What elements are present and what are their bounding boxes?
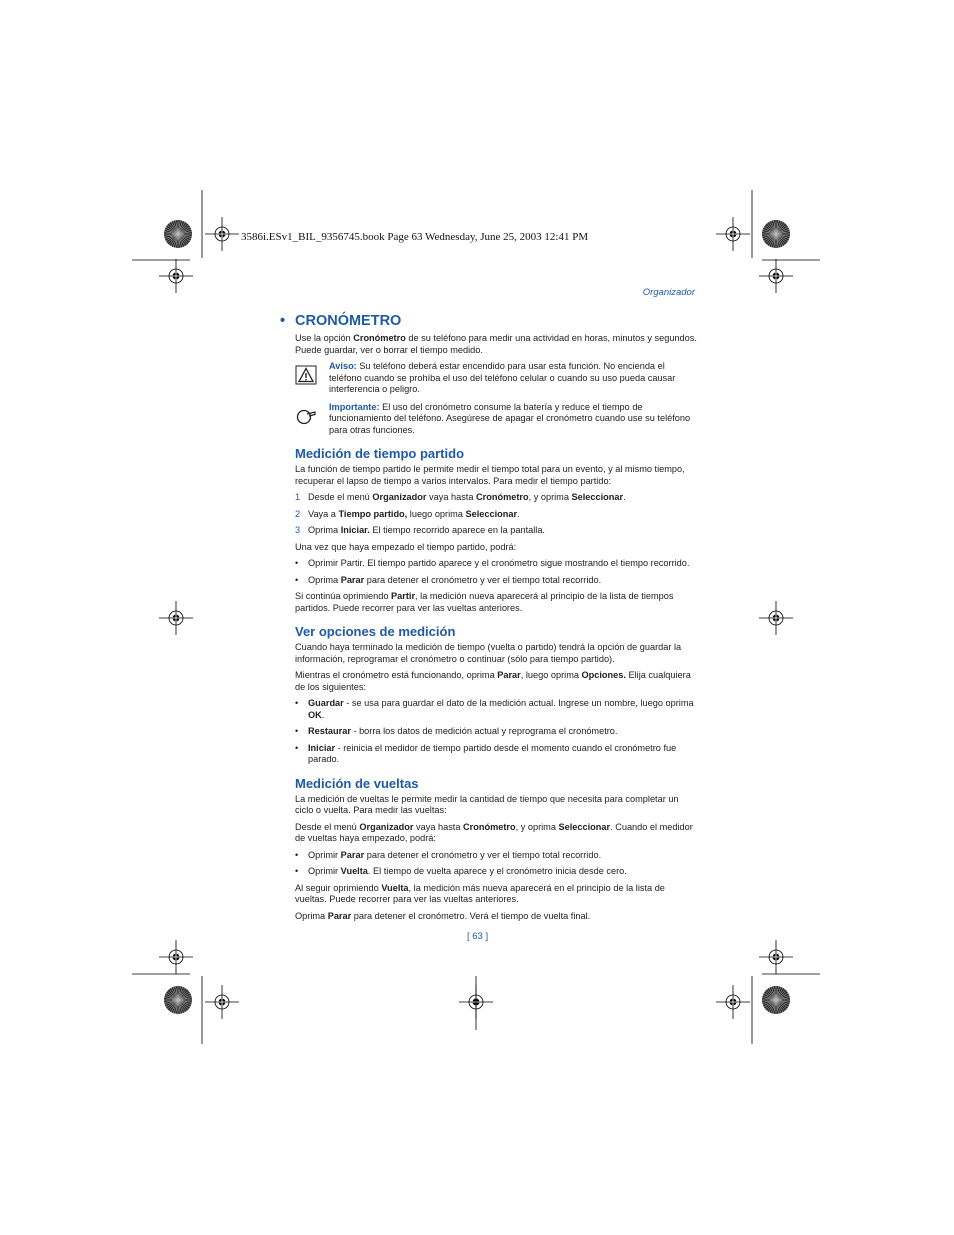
list-item: • Guardar - se usa para guardar el dato de la medición actual. Ingrese un nombre, luego oprima OK. xyxy=(295,698,697,721)
split-intro: La función de tiempo partido le permite medir el tiempo total para un evento, y al mismo tiempo, recuperar el lapso de tiempo a varios intervalos. Para medir el tiempo partido: xyxy=(295,464,685,486)
split-closing: Si continúa oprimiendo Partir, la medición nueva aparecerá al principio de la lista de tiempos partidos. Puede recorrer para ver las vueltas anteriores. xyxy=(295,591,674,613)
pointing-hand-icon xyxy=(295,402,323,437)
list-item: • Oprimir Parar para detener el cronómetro y ver el tiempo total recorrido. xyxy=(295,849,602,860)
split-after: Una vez que haya empezado el tiempo partido, podrá: xyxy=(295,541,517,552)
step-text: Desde el menú Organizador vaya hasta Cronómetro, y oprima Seleccionar. xyxy=(308,492,626,502)
bullet-text: Oprimir Parar para detener el cronómetro y ver el tiempo total recorrido. xyxy=(308,849,602,860)
laps-p3: Al seguir oprimiendo Vuelta, la medición más nueva aparecerá en el principio de la lista de vueltas. Puede recorrer para ver las vueltas anteriores. xyxy=(295,882,665,904)
warning-text: Su teléfono deberá estar encendido para usar esta función. No encienda el teléfono cuando se prohíba el uso del teléfono celular o cuando su uso pueda causar interferencia o peligro. xyxy=(329,361,676,394)
section-title-text: CRONÓMETRO xyxy=(295,313,402,329)
step-number: 3 xyxy=(295,525,301,535)
step-number: 2 xyxy=(295,508,301,519)
list-item xyxy=(295,492,697,504)
options-bullets xyxy=(295,698,697,766)
warning-note xyxy=(295,361,697,396)
running-head: Organizador xyxy=(642,287,695,298)
warning-label: Aviso: xyxy=(329,361,357,371)
laps-p4: Oprima Parar para detener el cronómetro. Verá el tiempo de vuelta final. xyxy=(295,910,591,921)
list-item: • Restaurar - borra los datos de medición actual y reprograma el cronómetro. xyxy=(295,726,618,736)
step-text: Vaya a Tiempo partido, luego oprima Seleccionar. xyxy=(308,508,520,519)
print-header: 3586i.ESv1_BIL_9356745.book Page 63 Wednesday, June 25, 2003 12:41 PM xyxy=(241,231,589,243)
important-note xyxy=(295,402,697,437)
split-bullets xyxy=(295,558,697,586)
section-intro: Use la opción Cronómetro de su teléfono para medir una actividad en horas, minutos y segundos. Puede guardar, ver o borrar el tiempo medido. xyxy=(295,333,697,355)
laps-bullets xyxy=(295,850,697,878)
list-item xyxy=(295,509,697,521)
page-number: [ 63 ] xyxy=(467,931,489,942)
options-title: Ver opciones de medición xyxy=(295,624,456,639)
step-number: 1 xyxy=(295,492,301,502)
list-item xyxy=(295,525,697,537)
important-label: Importante: xyxy=(329,401,380,412)
split-title: Medición de tiempo partido xyxy=(295,446,465,461)
warning-triangle-icon xyxy=(295,361,323,396)
bullet-text: Restaurar - borra los datos de medición actual y reprograma el cronómetro. xyxy=(308,726,618,736)
bullet-text: Iniciar - reinicia el medidor de tiempo partido desde el momento cuando el cronómetro fue parado. xyxy=(308,742,677,764)
bullet-text: Guardar - se usa para guardar el dato de la medición actual. Ingrese un nombre, luego oprima OK. xyxy=(308,698,694,720)
options-p2: Mientras el cronómetro está funcionando, oprima Parar, luego oprima Opciones. Elija cualquiera de los siguientes: xyxy=(295,670,691,692)
list-item: • Oprimir Vuelta. El tiempo de vuelta aparece y el cronómetro inicia desde cero. xyxy=(295,866,627,876)
section-bullet: • xyxy=(280,313,286,329)
bullet-text: Oprimir Partir. El tiempo partido aparece y el cronómetro sigue mostrando el tiempo recorrido. xyxy=(308,558,690,568)
important-text: El uso del cronómetro consume la batería y reduce el tiempo de funcionamiento del teléfono. Asegúrese de apagar el cronómetro cuando use su teléfono para otras funciones. xyxy=(329,401,691,435)
step-text: Oprima Iniciar. El tiempo recorrido aparece en la pantalla. xyxy=(308,525,545,535)
list-item: • Iniciar - reinicia el medidor de tiempo partido desde el momento cuando el cronómetro fue parado. xyxy=(295,743,697,766)
options-p1: Cuando haya terminado la medición de tiempo (vuelta o partido) tendrá la opción de guardar la información, reprogramar el cronómetro o continuar (sólo para tiempo partido). xyxy=(295,642,682,664)
page-content xyxy=(280,312,697,927)
list-item: • Oprimir Partir. El tiempo partido aparece y el cronómetro sigue mostrando el tiempo recorrido. xyxy=(295,558,690,568)
laps-p1: La medición de vueltas le permite medir la cantidad de tiempo que necesita para completar un ciclo o vuelta. Para medir las vueltas: xyxy=(295,793,679,815)
split-steps xyxy=(295,492,697,537)
bullet-text: Oprima Parar para detener el cronómetro y ver el tiempo total recorrido. xyxy=(308,574,602,585)
laps-p2: Desde el menú Organizador vaya hasta Cronómetro, y oprima Seleccionar. Cuando el medidor de vueltas haya empezado, podrá: xyxy=(295,821,693,843)
bullet-text: Oprimir Vuelta. El tiempo de vuelta aparece y el cronómetro inicia desde cero. xyxy=(308,866,627,876)
section-title xyxy=(280,312,697,330)
list-item: • Oprima Parar para detener el cronómetro y ver el tiempo total recorrido. xyxy=(295,574,602,585)
laps-title: Medición de vueltas xyxy=(295,775,419,791)
